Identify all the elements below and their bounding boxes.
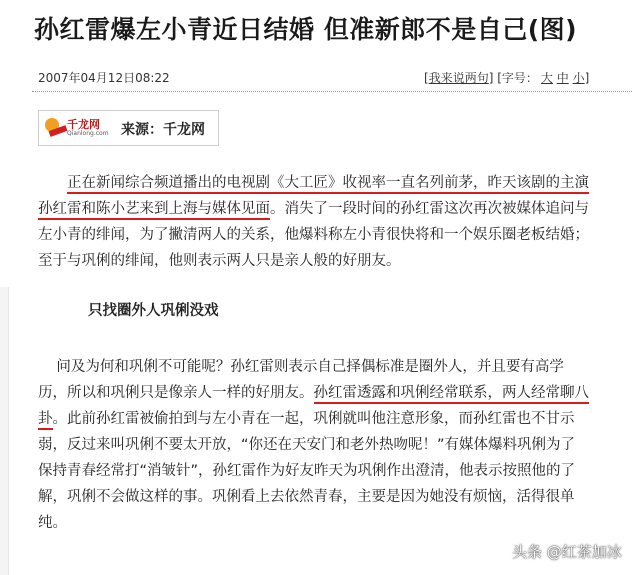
paragraph-line <box>38 170 618 196</box>
underlined-text: 卦 <box>38 411 53 430</box>
font-size-large-link[interactable]: 大 <box>540 71 553 85</box>
source-box <box>38 110 219 146</box>
underlined-text: 正在新闻综合频道播出的电视剧《大工匠》收视率一直名列前茅，昨天该剧的主演 <box>67 175 589 194</box>
article-headline: 孙红雷爆左小青近日结婚 但准新郎不是自己(图) <box>34 15 578 44</box>
underlined-text: 孙红雷和陈小艺来到上海与媒体见面 <box>38 201 270 220</box>
paragraph-line: 至于与巩俐的绯闻，他则表示两人只是亲人般的好朋友。 <box>38 253 401 269</box>
logo-url: Qianlong.com <box>67 130 109 137</box>
publish-date: 2007年04月12日08:22 <box>38 71 170 85</box>
section-subheading: 只找圈外人巩俐没戏 <box>88 303 219 319</box>
paragraph-line: 解，巩俐不会做这样的事。巩俐看上去依然青春，主要是因为她没有烦恼，活得很单 <box>38 489 575 505</box>
paragraph-line: 孙红雷和陈小艺来到上海与媒体见面。消失了一段时间的孙红雷这次再次被媒体追问与 <box>38 196 618 222</box>
meta-divider <box>32 91 632 92</box>
paragraph-line: 问及为何和巩俐不可能呢？孙红雷则表示自己择偶标准是圈外人，并且要有高学 <box>38 359 564 375</box>
paragraph-line: 左小青的绯闻，为了撇清两人的关系，他爆料称左小青很快将和一个娱乐圈老板结婚； <box>38 227 589 243</box>
article-meta-row <box>0 66 640 88</box>
underlined-text: 孙红雷透露和巩俐经常联系，两人经常聊八 <box>314 385 590 404</box>
source-watermark: 头条 @红茶加冰 <box>512 543 622 561</box>
article-paragraph-2 <box>38 354 618 536</box>
paragraph-line: 历，所以和巩俐只是像亲人一样的好朋友。孙红雷透露和巩俐经常联系，两人经常聊八 <box>38 380 618 406</box>
comment-link[interactable]: 我来说两句 <box>428 71 489 85</box>
article-tools: [我来说两句] [字号： 大 中 小] <box>424 71 590 85</box>
source-label: 来源：千龙网 <box>121 122 205 138</box>
paragraph-line: 纯。 <box>38 515 67 531</box>
font-size-medium-link[interactable]: 中 <box>556 71 569 85</box>
logo-name: 千龙网 <box>67 118 100 131</box>
page-side-bar <box>0 287 9 575</box>
paragraph-line: 卦。此前孙红雷被偷拍到与左小青在一起，巩俐就叫他注意形象，而孙红雷也不甘示 <box>38 406 618 432</box>
paragraph-line: 保持青春经常打“消皱针”，孙红雷作为好友昨天为巩俐作出澄清，他表示按照他的了 <box>38 463 576 479</box>
font-size-small-link[interactable]: 小 <box>572 71 585 85</box>
paragraph-line: 弱，反过来叫巩俐不要太开放，“你还在天安门和老外热吻呢！”有媒体爆料巩俐为了 <box>38 437 576 453</box>
font-size-label: 字号： <box>501 71 538 85</box>
article-paragraph-1 <box>38 170 618 274</box>
qianlong-logo <box>45 116 107 140</box>
